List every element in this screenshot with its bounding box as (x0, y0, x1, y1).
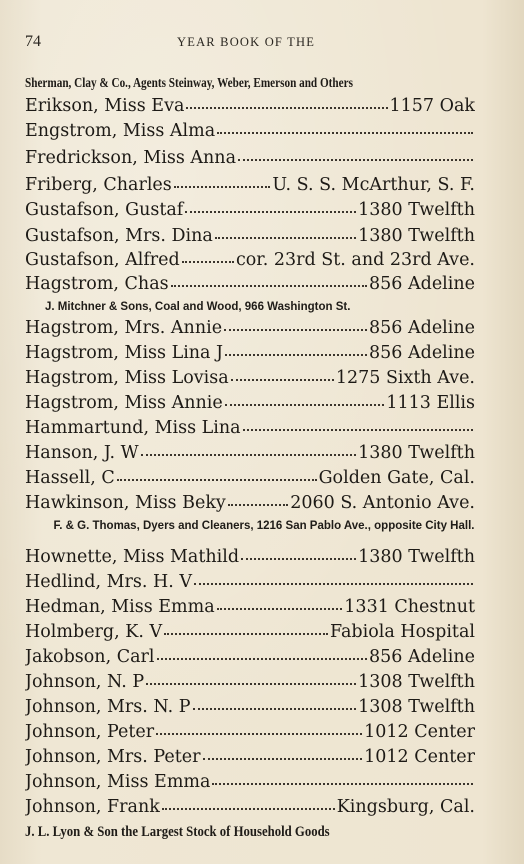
dot-leader (193, 698, 357, 712)
directory-entry (25, 418, 475, 440)
directory-entry (25, 697, 475, 719)
directory-entry (25, 368, 475, 390)
entry-address: 1275 Sixth Ave. (335, 368, 475, 388)
dot-leader (117, 469, 317, 483)
dot-leader (182, 251, 234, 265)
directory-entry (25, 622, 475, 644)
directory-entry (25, 722, 475, 744)
entry-name: Johnson, Frank (25, 797, 160, 817)
directory-entry (25, 597, 475, 619)
directory-entry (25, 200, 475, 222)
dot-leader (174, 176, 271, 190)
advertisement-mitchner: J. Mitchner & Sons, Coal and Wood, 966 Washington St. (45, 301, 351, 313)
entry-name: Hagstrom, Miss Lovisa (25, 368, 229, 388)
dot-leader (171, 275, 367, 289)
dot-leader (225, 394, 385, 408)
entry-name: Johnson, Peter (25, 722, 155, 742)
dot-leader (217, 122, 473, 136)
directory-entry (25, 572, 475, 594)
entry-name: Gustafson, Gustaf (25, 200, 184, 220)
entry-name: Fredrickson, Miss Anna (25, 148, 236, 168)
dot-leader (243, 419, 473, 433)
entry-address: 1380 Twelfth (358, 443, 475, 463)
dot-leader (186, 97, 387, 111)
dot-leader (212, 773, 473, 787)
page-header (25, 33, 485, 53)
dot-leader (164, 623, 328, 637)
directory-entry (25, 121, 475, 143)
entry-address: 2060 S. Antonio Ave. (290, 493, 475, 513)
entry-name: Hanson, J. W (25, 443, 139, 463)
directory-entry (25, 148, 475, 170)
entry-address: U. S. S. McArthur, S. F. (272, 175, 475, 195)
entry-address: Golden Gate, Cal. (318, 468, 475, 488)
entry-name: Holmberg, K. V (25, 622, 163, 642)
entry-name: Engstrom, Miss Alma (25, 121, 216, 141)
directory-entry (25, 772, 475, 794)
dot-leader (228, 494, 288, 508)
directory-entry (25, 443, 475, 465)
entry-name: Hammartund, Miss Lina (25, 418, 241, 438)
entry-name: Johnson, Mrs. Peter (25, 747, 201, 767)
directory-entry (25, 318, 475, 340)
dot-leader (141, 444, 356, 458)
dot-leader (156, 723, 362, 737)
entry-address: Kingsburg, Cal. (336, 797, 475, 817)
dot-leader (238, 149, 473, 163)
entry-name: Hownette, Miss Mathild (25, 547, 240, 567)
dot-leader (215, 227, 356, 241)
advertisement-sherman-clay: Sherman, Clay & Co., Agents Steinway, Weber, Emerson and Others (25, 76, 353, 91)
entry-name: Hawkinson, Miss Beky (25, 493, 226, 513)
entry-name: Hagstrom, Mrs. Annie (25, 318, 223, 338)
dot-leader (203, 748, 363, 762)
directory-entry (25, 547, 475, 569)
entry-name: Johnson, N. P (25, 672, 145, 692)
dot-leader (241, 548, 356, 562)
entry-name: Friberg, Charles (25, 175, 172, 195)
advertisement-lyon: J. L. Lyon & Son the Largest Stock of Household Goods (25, 824, 330, 840)
entry-name: Hedlind, Mrs. H. V (25, 572, 193, 592)
directory-entry (25, 250, 475, 272)
directory-entry (25, 468, 475, 490)
entry-address: 1012 Center (364, 722, 475, 742)
advertisement-thomas: F. & G. Thomas, Dyers and Cleaners, 1216 San Pablo Ave., opposite City Hall. (53, 520, 475, 532)
directory-entry (25, 747, 475, 769)
directory-entry (25, 672, 475, 694)
running-title: YEAR BOOK OF THE (177, 35, 316, 49)
entry-address: 856 Adeline (369, 647, 475, 667)
entry-name: Gustafson, Mrs. Dina (25, 226, 213, 246)
entry-address: Fabiola Hospital (330, 622, 475, 642)
directory-entry (25, 493, 475, 515)
entry-address: 856 Adeline (369, 318, 475, 338)
entry-address: 1308 Twelfth (358, 672, 475, 692)
entry-name: Hagstrom, Miss Lina J (25, 343, 224, 363)
dot-leader (225, 344, 367, 358)
dot-leader (217, 598, 343, 612)
entry-name: Johnson, Miss Emma (25, 772, 211, 792)
entry-address: 856 Adeline (369, 343, 475, 363)
dot-leader (224, 319, 367, 333)
entry-name: Erikson, Miss Eva (25, 96, 185, 116)
dot-leader (162, 798, 335, 812)
directory-entry (25, 343, 475, 365)
entry-name: Hedman, Miss Emma (25, 597, 215, 617)
directory-entry (25, 226, 475, 248)
dot-leader (146, 673, 356, 687)
directory-entry (25, 393, 475, 415)
directory-entry (25, 797, 475, 819)
dot-leader (157, 648, 368, 662)
entry-address: 1331 Chestnut (344, 597, 475, 617)
entry-name: Johnson, Mrs. N. P (25, 697, 191, 717)
entry-address: cor. 23rd St. and 23rd Ave. (235, 250, 475, 270)
entry-name: Hagstrom, Chas (25, 274, 169, 294)
directory-entry (25, 175, 475, 197)
directory-entry (25, 274, 475, 296)
entry-address: 856 Adeline (369, 274, 475, 294)
entry-address: 1113 Ellis (386, 393, 475, 413)
directory-entry (25, 96, 475, 118)
dot-leader (231, 369, 334, 383)
entry-address: 1380 Twelfth (358, 226, 475, 246)
entry-address: 1380 Twelfth (358, 547, 475, 567)
dot-leader (194, 573, 473, 587)
entry-name: Jakobson, Carl (25, 647, 155, 667)
entry-name: Gustafson, Alfred (25, 250, 180, 270)
entry-address: 1012 Center (364, 747, 475, 767)
page-number: 74 (25, 33, 41, 50)
entry-address: 1308 Twelfth (358, 697, 475, 717)
entry-address: 1157 Oak (389, 96, 475, 116)
entry-name: Hagstrom, Miss Annie (25, 393, 223, 413)
entry-address: 1380 Twelfth (358, 200, 475, 220)
dot-leader (185, 201, 356, 215)
directory-entry (25, 647, 475, 669)
entry-name: Hassell, C (25, 468, 115, 488)
